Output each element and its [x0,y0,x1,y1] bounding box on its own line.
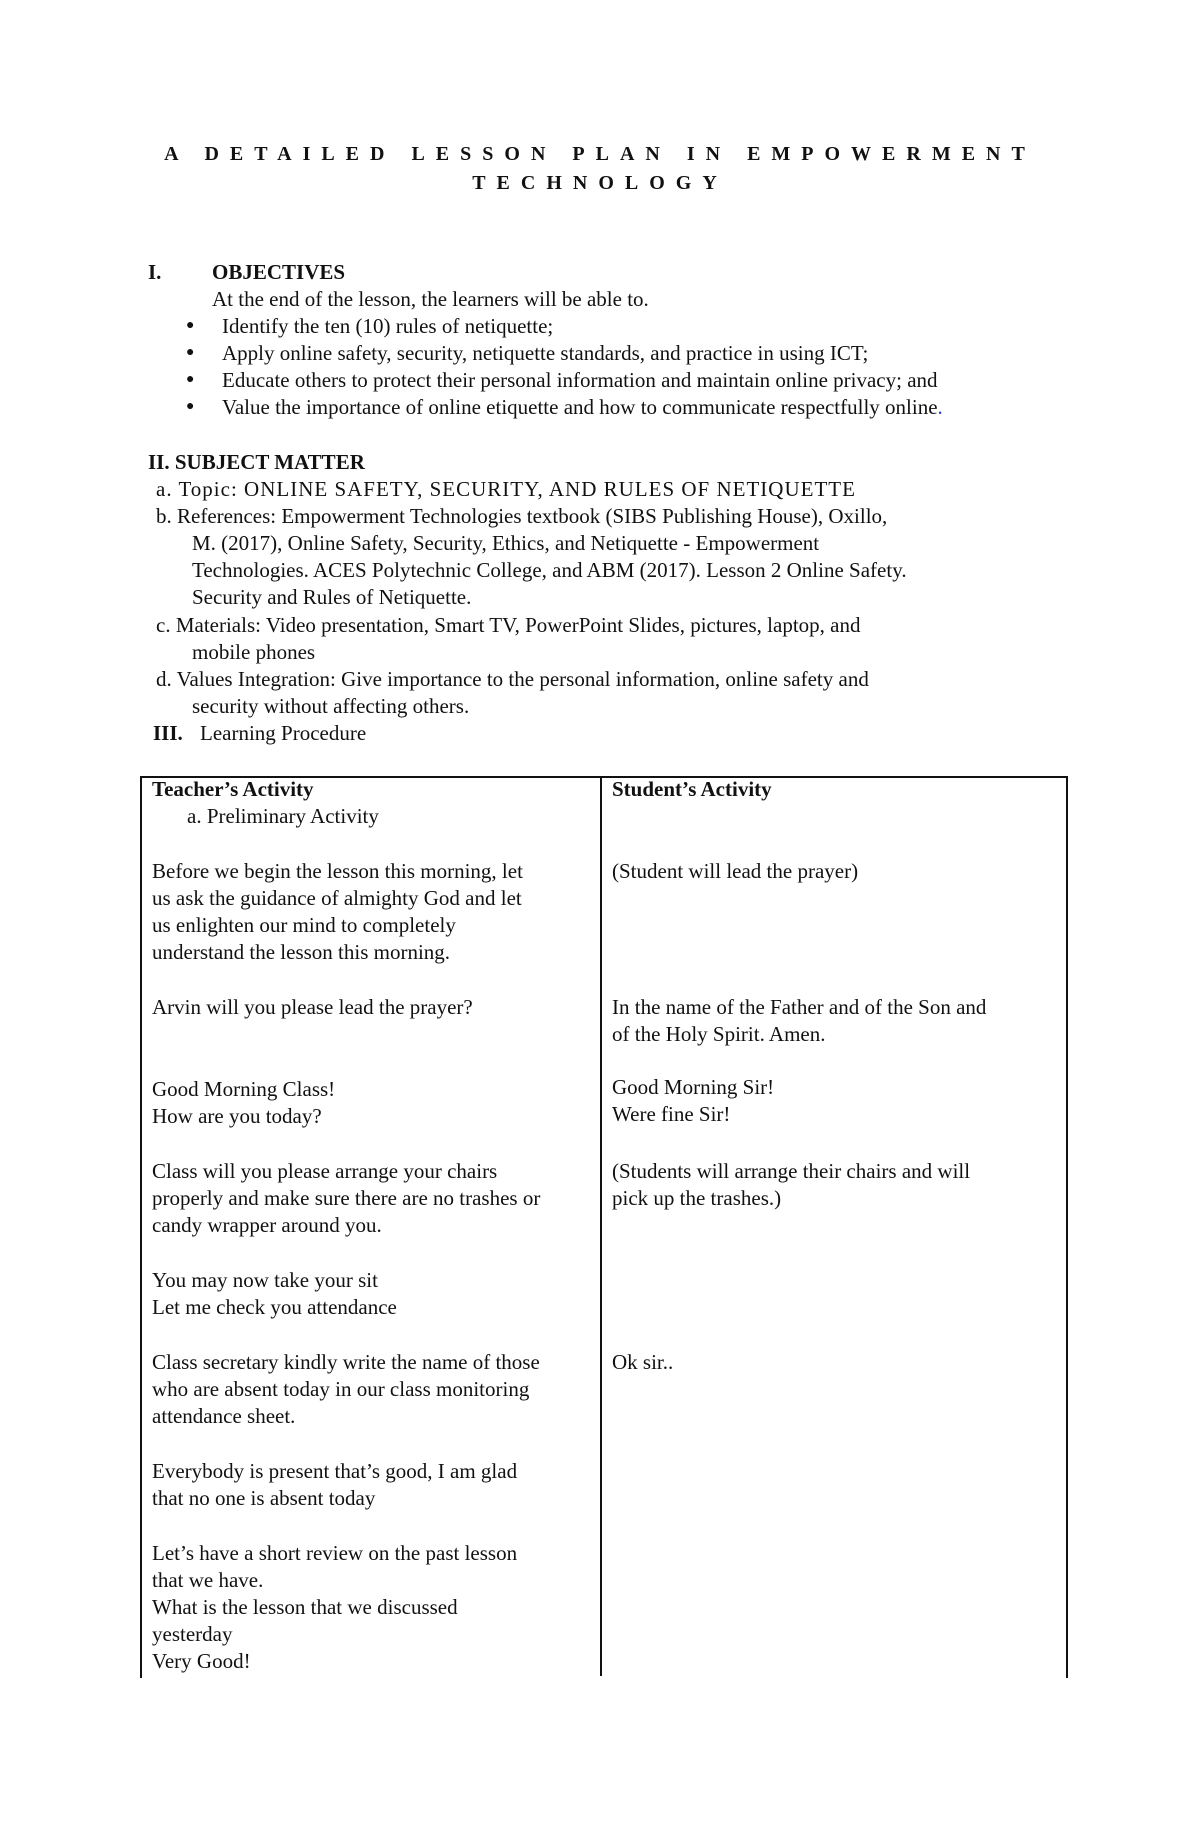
subject-values: d. Values Integration: Give importance to the personal information, online safety and [156,667,869,691]
teacher-line: who are absent today in our class monitoring [152,1377,530,1401]
procedure-numeral: III. [153,721,183,745]
procedure-label: Learning Procedure [200,721,367,745]
bullet-icon: ● [186,399,195,414]
bullet-icon: ● [186,372,195,387]
teacher-line: Everybody is present that’s good, I am glad [152,1459,518,1483]
teacher-line: understand the lesson this morning. [152,940,451,964]
teacher-line: that we have. [152,1568,264,1592]
bullet-icon: ● [186,345,195,360]
teacher-line: candy wrapper around you. [152,1213,382,1237]
teacher-line: attendance sheet. [152,1404,296,1428]
student-line: (Students will arrange their chairs and will [612,1159,971,1183]
document-title-line-2: TECHNOLOGY [472,172,728,194]
subject-references: b. References: Empowerment Technologies textbook (SIBS Publishing House), Oxillo, [156,504,888,528]
objective-item-text: Value the importance of online etiquette and how to communicate respectfully online [222,395,938,419]
objective-item: Identify the ten (10) rules of netiquette; [222,314,554,338]
subject-references: M. (2017), Online Safety, Security, Ethics, and Netiquette - Empowerment [192,531,820,555]
objective-item: Educate others to protect their personal information and maintain online privacy; and [222,368,938,392]
document-title-line-1: A DETAILED LESSON PLAN IN EMPOWERMENT [164,143,1036,165]
teacher-line: You may now take your sit [152,1268,378,1292]
student-line: Good Morning Sir! [612,1075,775,1099]
teacher-line: yesterday [152,1622,233,1646]
subject-values: security without affecting others. [192,694,470,718]
teacher-line: How are you today? [152,1104,322,1128]
teacher-line: Class will you please arrange your chairs [152,1159,498,1183]
teacher-line: Let’s have a short review on the past lesson [152,1541,518,1565]
objectives-numeral: I. [148,260,162,284]
subject-topic: a. Topic: ONLINE SAFETY, SECURITY, AND RULES OF NETIQUETTE [156,477,856,501]
bullet-icon: ● [186,318,195,333]
teacher-line: us ask the guidance of almighty God and let [152,886,522,910]
objective-item [222,394,943,421]
teacher-line: Class secretary kindly write the name of those [152,1350,540,1374]
subject-references: Technologies. ACES Polytechnic College, and ABM (2017). Lesson 2 Online Safety. [192,558,907,582]
teacher-line: Arvin will you please lead the prayer? [152,995,473,1019]
student-line: pick up the trashes.) [612,1186,782,1210]
objective-item-period: . [937,395,943,419]
student-line: (Student will lead the prayer) [612,859,859,883]
teacher-line: Good Morning Class! [152,1077,336,1101]
objectives-intro: At the end of the lesson, the learners will be able to. [212,287,649,311]
teacher-line: Let me check you attendance [152,1295,397,1319]
student-line: In the name of the Father and of the Son and [612,995,987,1019]
subject-matter-heading: II. SUBJECT MATTER [148,450,365,474]
objective-item: Apply online safety, security, netiquette standards, and practice in using ICT; [222,341,869,365]
teacher-line: Very Good! [152,1649,251,1673]
subject-materials: mobile phones [192,640,316,664]
teacher-line: Before we begin the lesson this morning, let [152,859,523,883]
student-activity-header: Student’s Activity [612,777,772,801]
teacher-line: properly and make sure there are no trashes or [152,1186,541,1210]
student-line: of the Holy Spirit. Amen. [612,1022,826,1046]
activity-table-divider [600,776,602,1676]
objectives-heading: OBJECTIVES [212,260,346,284]
teacher-line: that no one is absent today [152,1486,376,1510]
subject-materials: c. Materials: Video presentation, Smart TV, PowerPoint Slides, pictures, laptop, and [156,613,861,637]
student-line: Were fine Sir! [612,1102,731,1126]
teacher-activity-header: Teacher’s Activity [152,777,314,801]
teacher-line: us enlighten our mind to completely [152,913,456,937]
subject-references: Security and Rules of Netiquette. [192,585,472,609]
preliminary-activity: a. Preliminary Activity [187,804,379,828]
teacher-line: What is the lesson that we discussed [152,1595,458,1619]
student-line: Ok sir.. [612,1350,674,1374]
